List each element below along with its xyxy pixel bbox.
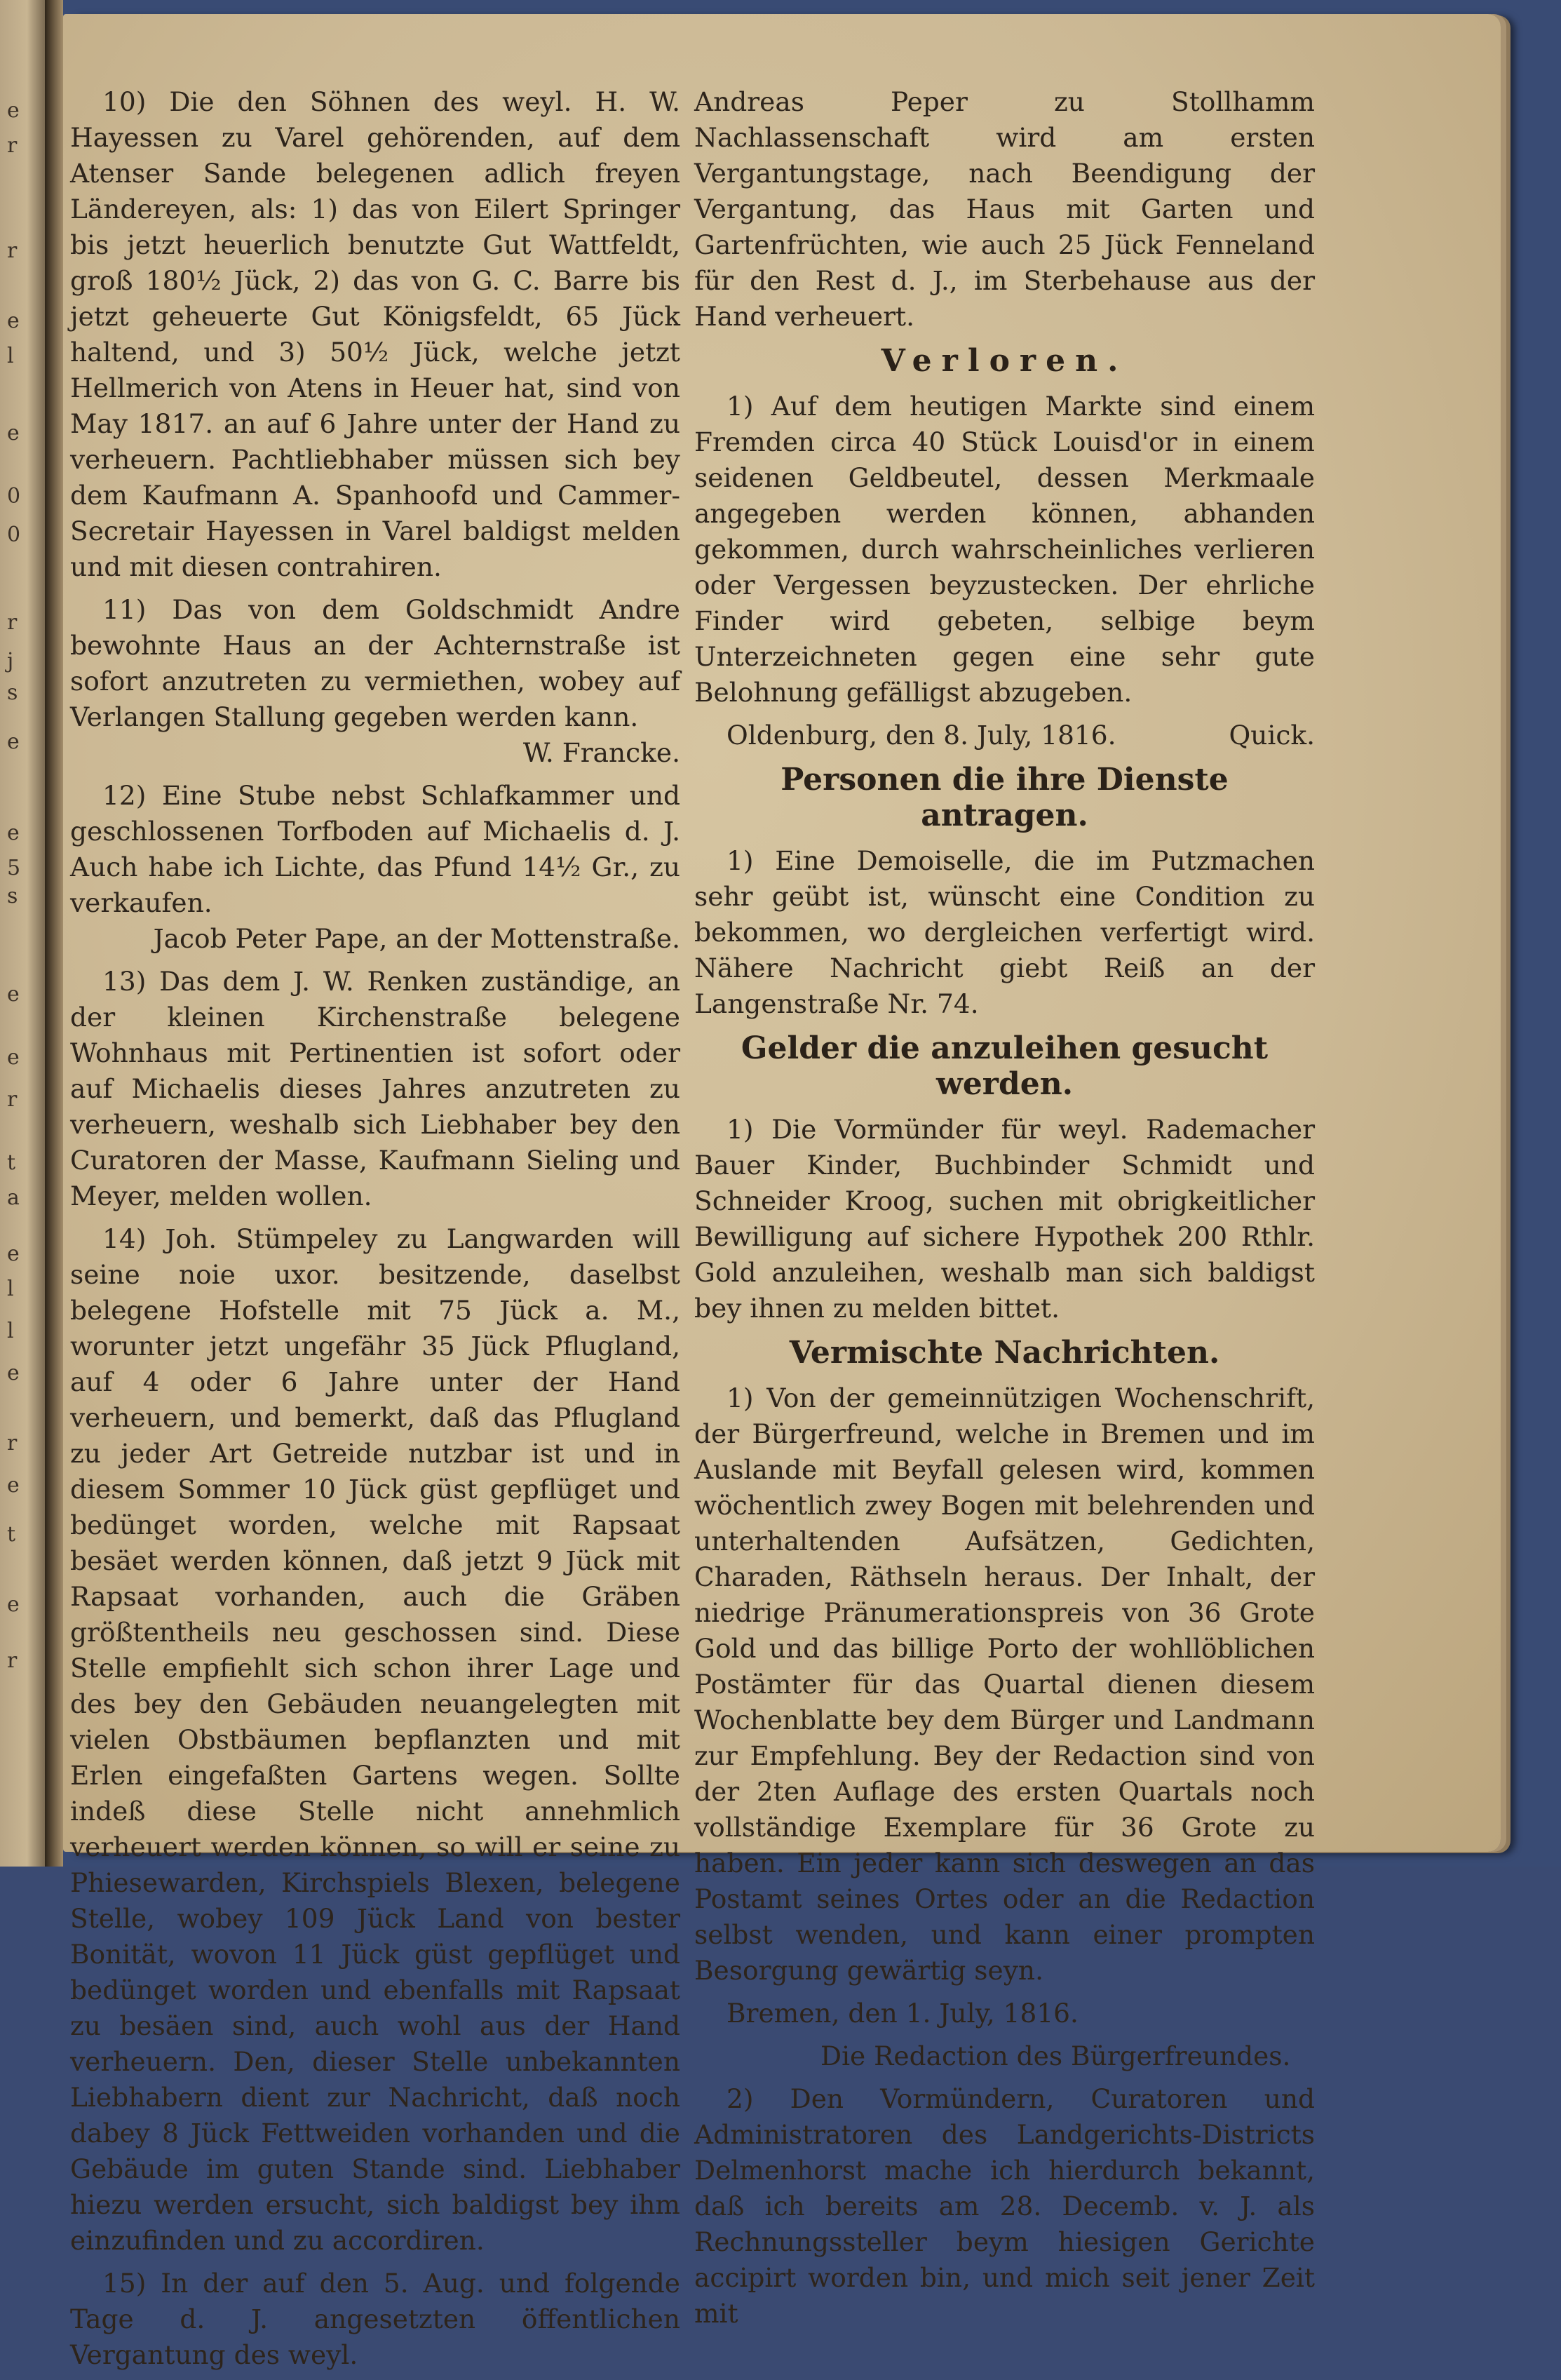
margin-letter: t [7,1522,16,1547]
notice-15-continued: Andreas Peper zu Stollhamm Nachlassenschaft wird am ersten Vergantungstage, nach Beendigung der Vergantung, das Haus mit Garten und Gartenfrüchten, wie auch 25 Jück Fenneland für den Rest d. J., im Sterbehause aus der Hand verheuert. [694,86,1315,332]
service-notice-1: 1) Eine Demoiselle, die im Putzmachen sehr geübt ist, wünscht eine Condition zu bekommen, wo dergleichen verfertigt wird. Nähere Nachricht giebt Reiß an der Langenstraße Nr. 74. [694,845,1315,1019]
margin-letter: j [7,649,14,673]
margin-letter: r [7,1648,18,1673]
margin-letter: t [7,1150,16,1175]
margin-letter: e [7,1592,20,1617]
lost-notice-date: Oldenburg, den 8. July, 1816. [727,720,1116,751]
notice-11: 11) Das von dem Goldschmidt Andre bewohnte Haus an der Achternstraße ist sofort anzutreten zu vermiethen, wobey auf Verlangen Stallung gegeben werden kann. [70,594,680,732]
heading-vermischte: Vermischte Nachrichten. [789,1335,1220,1371]
margin-letter: 0 [7,484,21,509]
left-column [70,84,680,2380]
notice-13: 13) Das dem J. W. Renken zuständige, an der kleinen Kirchenstraße belegene Wohnhaus mit Pertinentien ist sofort oder auf Michaelis dieses Jahres anzutreten zu verheuern, weshalb sich Liebhaber bey den Curatoren der Masse, Kaufmann Sieling und Meyer, melden wollen. [70,966,680,1211]
margin-letter: e [7,421,20,445]
margin-letter: e [7,730,20,754]
margin-letter: a [7,1185,20,1210]
heading-gelder: Gelder die anzuleihen gesucht werden. [741,1030,1269,1102]
lost-notice-signature: Quick. [1229,720,1315,751]
misc-notice-1-date: Bremen, den 1. July, 1816. [727,1998,1079,2029]
margin-letter: e [7,1045,20,1070]
margin-letter: 5 [7,856,21,880]
newspaper-page [63,14,1501,2370]
margin-letter: s [7,680,18,705]
margin-letter: e [7,1473,20,1498]
notice-12-signature: Jacob Peter Pape, an der Mottenstraße. [153,923,680,954]
margin-letter: r [7,610,18,635]
heading-verloren: Verloren. [881,343,1128,379]
margin-letter: e [7,821,20,845]
misc-notice-1-signature: Die Redaction des Bürgerfreundes. [820,2041,1291,2071]
book-gutter [45,0,63,1867]
previous-page-edge [0,0,45,1867]
margin-letter: r [7,133,18,158]
notice-15: 15) In der auf den 5. Aug. und folgende Tage d. J. angesetzten öffentlichen Vergantung des weyl. [70,2268,680,2370]
margin-letter: 0 [7,523,21,547]
notice-11-signature: W. Francke. [522,737,680,768]
notice-14: 14) Joh. Stümpeley zu Langwarden will seine noie uxor. besitzende, daselbst belegene Hofstelle mit 75 Jück a. M., worunter jetzt ungefähr 35 Jück Pflugland, auf 4 oder 6 Jahre unter der Hand verheuern, und bemerkt, daß das Pflugland zu jeder Art Getreide nutzbar ist und in diesem Sommer 10 Jück güst gepflüget und bedünget worden, welche mit Rapsaat besäet werden können, daß jetzt 9 Jück mit Rapsaat vorhanden, auch die Gräben größtentheils neu geschossen sind. Diese Stelle empfiehlt sich schon ihrer Lage und des bey den Gebäuden neuangelegten mit vielen Obstbäumen bepflanzten und mit Erlen eingefaßten Gartens wegen. Sollte indeß diese Stelle nicht annehmlich verheuert werden können, so will er seine zu Phiesewarden, Kirchspiels Blexen, belegene Stelle, wobey 109 Jück Land von bester Bonität, wovon 11 Jück güst gepflüget und bedünget worden und ebenfalls mit Rapsaat zu besäen sind, auch wohl aus der Hand verheuern. Den, dieser Stelle unbekannten Liebhabern dient zur Nachricht, daß noch dabey 8 Jück Fettweiden vorhanden und die Gebäude im guten Stande sind. Liebhaber hiezu werden ersucht, sich baldigst bey ihm einzufinden und zu accordiren. [70,1223,680,2256]
loan-notice-1: 1) Die Vormünder für weyl. Rademacher Bauer Kinder, Buchbinder Schmidt und Schneider Kroog, suchen mit obrigkeitlicher Bewilligung auf sichere Hypothek 200 Rthlr. Gold anzuleihen, weshalb man sich baldigst bey ihnen zu melden bittet. [694,1114,1315,1324]
right-column [694,84,1315,2339]
notice-10: 10) Die den Söhnen des weyl. H. W. Hayessen zu Varel gehörenden, auf dem Atenser Sande belegenen adlich freyen Ländereyen, als: 1) das von Eilert Springer bis jetzt heuerlich benutzte Gut Wattfeldt, groß 180½ Jück, 2) das von G. C. Barre bis jetzt geheuerte Gut Königsfeldt, 65 Jück haltend, und 3) 50½ Jück, welche jetzt Hellmerich von Atens in Heuer hat, sind von May 1817. an auf 6 Jahre unter der Hand zu verheuern. Pachtliebhaber müssen sich bey dem Kaufmann A. Spanhoofd und Cammer-Secretair Hayessen in Varel baldigst melden und mit diesen contrahiren. [70,86,680,582]
margin-letter: e [7,309,20,333]
margin-letter: l [7,1277,14,1301]
lost-notice-dateline [694,718,1315,753]
margin-letter: r [7,238,18,263]
margin-letter: e [7,1242,20,1266]
margin-letter: r [7,1431,18,1455]
margin-letter: e [7,1361,20,1385]
notice-12: 12) Eine Stube nebst Schlafkammer und geschlossenen Torfboden auf Michaelis d. J. Auch habe ich Lichte, das Pfund 14½ Gr., zu verkaufen. [70,780,680,918]
margin-letter: l [7,1319,14,1343]
heading-personen: Personen die ihre Dienste antragen. [780,762,1229,833]
margin-letter: e [7,98,20,123]
margin-letter: s [7,884,18,908]
margin-letter: e [7,982,20,1007]
misc-notice-2: 2) Den Vormündern, Curatoren und Administratoren des Landgerichts-Districts Delmenhorst mache ich hierdurch bekannt, daß ich bereits am 28. Decemb. v. J. als Rechnungssteller beym hiesigen Gerichte accipirt worden bin, und mich seit jener Zeit mit [694,2083,1315,2329]
margin-letter: r [7,1087,18,1112]
lost-notice-1: 1) Auf dem heutigen Markte sind einem Fremden circa 40 Stück Louisd'or in einem seidenen Geldbeutel, dessen Merkmaale angegeben werden können, abhanden gekommen, durch wahrscheinliches verlieren oder Vergessen beyzustecken. Der ehrliche Finder wird gebeten, selbige beym Unterzeichneten gegen eine sehr gute Belohnung gefälligst abzugeben. [694,391,1315,708]
margin-letter: l [7,344,14,368]
misc-notice-1: 1) Von der gemeinnützigen Wochenschrift, der Bürgerfreund, welche in Bremen und im Auslande mit Beyfall gelesen wird, kommen wöchentlich zwey Bogen mit belehrenden und unterhaltenden Aufsätzen, Gedichten, Charaden, Räthseln heraus. Der Inhalt, der niedrige Pränumerationspreis von 36 Grote Gold und das billige Porto der wohllöblichen Postämter für das Quartal dienen diesem Wochenblatte bey dem Bürger und Landmann zur Empfehlung. Bey der Redaction sind von der 2ten Auflage des ersten Quartals noch vollständige Exemplare für 36 Grote zu haben. Ein jeder kann sich deswegen an das Postamt seines Ortes oder an die Redaction selbst wenden, und kann einer prompten Besorgung gewärtig seyn. [694,1383,1315,1986]
